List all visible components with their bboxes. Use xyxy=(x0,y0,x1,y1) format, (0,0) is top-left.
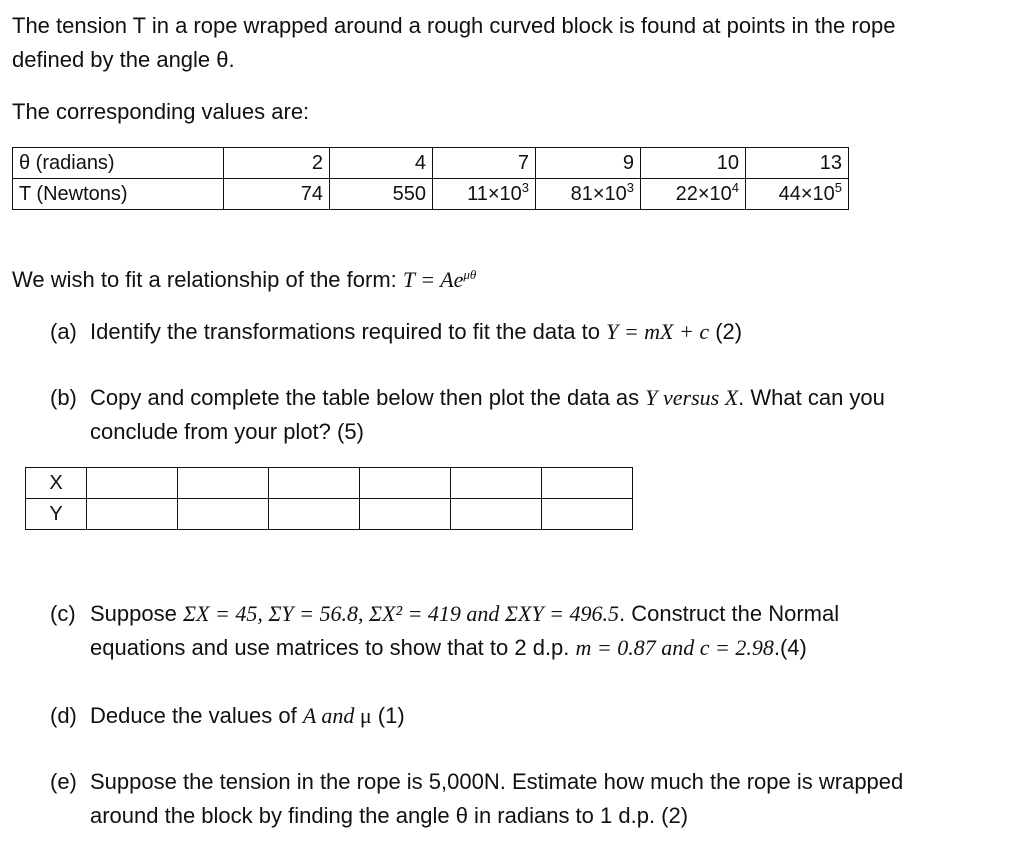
relationship-text: We wish to fit a relationship of the form: xyxy=(12,267,403,292)
part-a-text: Identify the transformations required to fit the data to xyxy=(90,319,607,344)
x-cell[interactable] xyxy=(451,468,542,499)
tension-value xyxy=(746,179,849,210)
y-cell[interactable] xyxy=(87,499,178,530)
part-c-formula: ΣX = 45, ΣY = 56.8, ΣX² = 419 and ΣXY = 496.5 xyxy=(182,601,620,626)
theta-value: 13 xyxy=(746,148,849,179)
tension-exponent: 5 xyxy=(834,180,842,195)
relationship-exponent: μθ xyxy=(463,267,477,282)
y-cell[interactable] xyxy=(542,499,633,530)
theta-row xyxy=(13,148,849,179)
x-cell[interactable] xyxy=(542,468,633,499)
tension-base: 22×10 xyxy=(675,183,732,205)
part-d-text: Deduce the values of xyxy=(90,703,303,728)
intro-line-2: defined by the angle θ. xyxy=(12,47,235,72)
tension-base: 550 xyxy=(392,183,426,205)
tension-value xyxy=(536,179,641,210)
part-d-formula: A and xyxy=(302,703,360,728)
relationship-formula: T = Ae xyxy=(402,267,464,292)
tension-label: T (Newtons) xyxy=(13,179,224,210)
relationship-line xyxy=(12,264,476,296)
part-c-text: Suppose xyxy=(90,601,183,626)
part-a xyxy=(50,316,742,348)
part-b-text: Copy and complete the table below then plot the data as xyxy=(90,385,646,410)
part-d-mu: μ xyxy=(359,703,372,728)
theta-value: 10 xyxy=(641,148,746,179)
blank-table xyxy=(25,467,633,530)
x-label: X xyxy=(26,468,87,499)
tension-base: 74 xyxy=(300,183,323,205)
y-label: Y xyxy=(26,499,87,530)
tension-value xyxy=(330,179,433,210)
part-c-label: (c) xyxy=(50,601,76,626)
y-cell[interactable] xyxy=(178,499,269,530)
tension-base: 44×10 xyxy=(778,183,835,205)
theta-value: 2 xyxy=(224,148,330,179)
x-cell[interactable] xyxy=(178,468,269,499)
part-e xyxy=(50,766,903,798)
part-b xyxy=(50,382,885,414)
theta-value: 7 xyxy=(433,148,536,179)
part-b-formula: Y versus X xyxy=(645,385,739,410)
tension-value xyxy=(224,179,330,210)
part-c xyxy=(50,598,839,630)
part-e-line-2: around the block by finding the angle θ in radians to 1 d.p. (2) xyxy=(90,803,689,828)
tension-exponent: 3 xyxy=(521,180,529,195)
y-cell[interactable] xyxy=(360,499,451,530)
tension-value xyxy=(641,179,746,210)
part-c-line-2 xyxy=(90,632,807,664)
part-a-formula: Y = mX + c xyxy=(606,319,710,344)
part-d-marks: (1) xyxy=(371,703,405,728)
tension-exponent: 4 xyxy=(731,180,739,195)
part-e-label: (e) xyxy=(50,769,77,794)
y-cell[interactable] xyxy=(269,499,360,530)
part-e-text: Suppose the tension in the rope is 5,000N. Estimate how much the rope is wrapped xyxy=(90,769,904,794)
x-row xyxy=(26,468,633,499)
intro-line-1: The tension T in a rope wrapped around a rough curved block is found at points in the rope xyxy=(12,13,896,38)
part-d xyxy=(50,700,405,732)
part-b-line-2: conclude from your plot? (5) xyxy=(90,419,364,444)
tension-row xyxy=(13,179,849,210)
part-c-line-2-formula: m = 0.87 and c = 2.98 xyxy=(575,635,774,660)
x-cell[interactable] xyxy=(269,468,360,499)
x-cell[interactable] xyxy=(360,468,451,499)
part-c-line-2-text: equations and use matrices to show that to 2 d.p. xyxy=(90,635,576,660)
part-b-label: (b) xyxy=(50,385,77,410)
part-d-label: (d) xyxy=(50,703,77,728)
values-heading: The corresponding values are: xyxy=(12,99,310,124)
x-cell[interactable] xyxy=(87,468,178,499)
part-c-line-2-end: .(4) xyxy=(773,635,807,660)
part-c-text-end: . Construct the Normal xyxy=(619,601,840,626)
tension-value xyxy=(433,179,536,210)
theta-value: 9 xyxy=(536,148,641,179)
theta-value: 4 xyxy=(330,148,433,179)
theta-label: θ (radians) xyxy=(13,148,224,179)
tension-base: 81×10 xyxy=(570,183,627,205)
part-a-label: (a) xyxy=(50,319,77,344)
tension-exponent: 3 xyxy=(626,180,634,195)
y-cell[interactable] xyxy=(451,499,542,530)
tension-base: 11×10 xyxy=(467,183,522,205)
data-table xyxy=(12,147,849,210)
part-b-text-end: . What can you xyxy=(738,385,885,410)
part-a-marks: (2) xyxy=(709,319,743,344)
y-row xyxy=(26,499,633,530)
